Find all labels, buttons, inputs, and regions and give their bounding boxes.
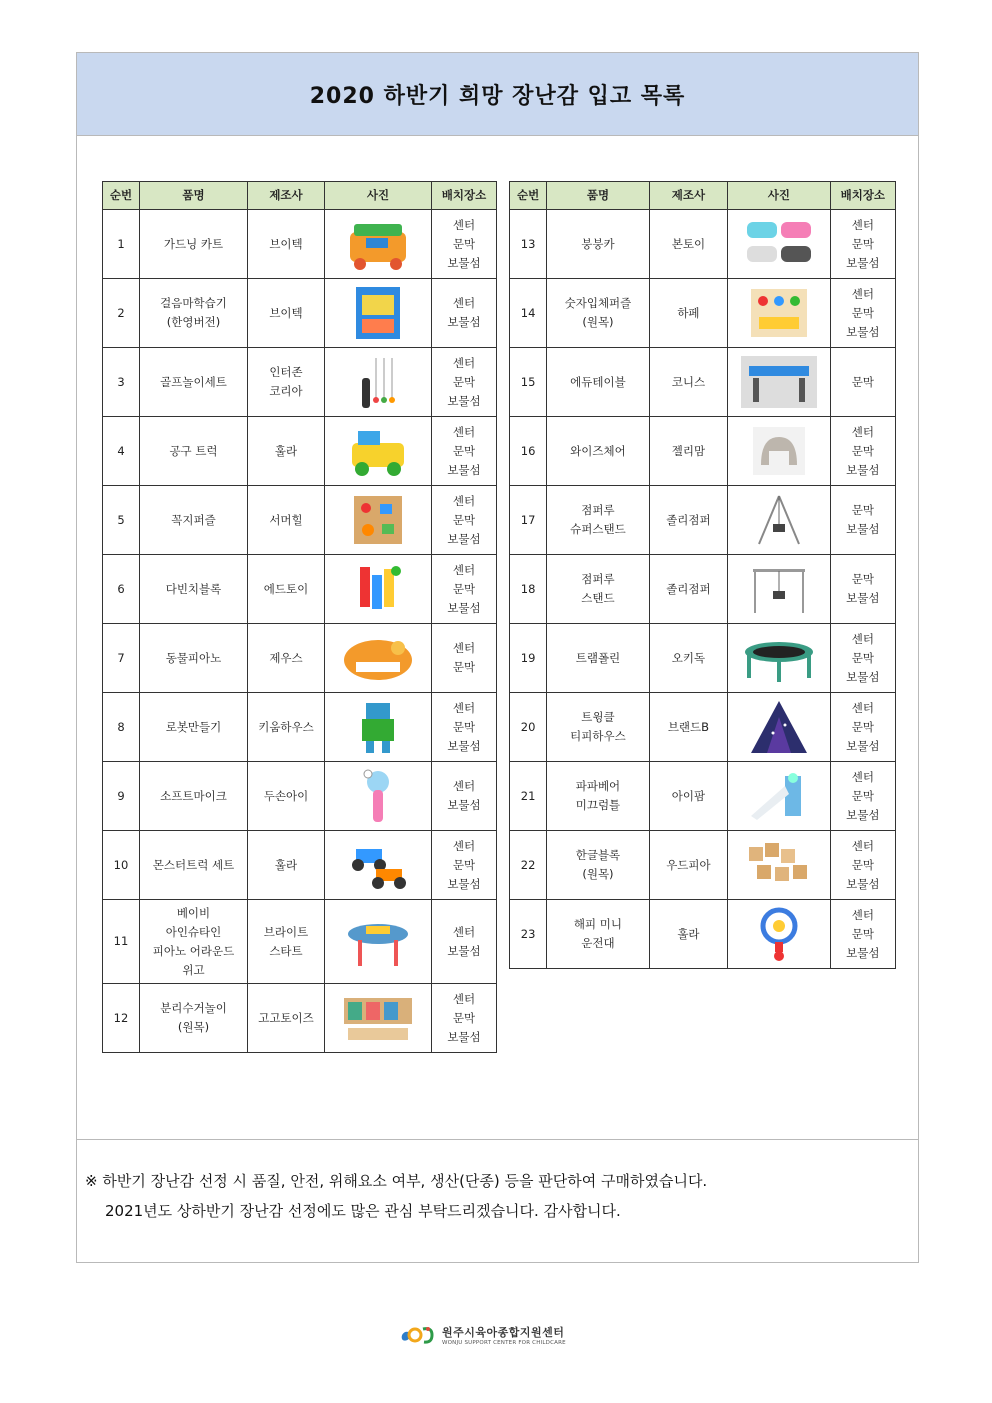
table-row (103, 486, 497, 555)
cell-no-text: 9 (117, 788, 125, 803)
cell-maker (649, 693, 727, 762)
ride-on-car-photo (737, 214, 821, 274)
header-no: 순번 (103, 182, 140, 210)
cell-place-text: 센터 문막 보물섬 (846, 838, 880, 891)
cell-no (510, 486, 547, 555)
cell-place (830, 417, 895, 486)
cell-photo (325, 831, 432, 900)
table-row (510, 210, 896, 279)
cell-maker (649, 486, 727, 555)
cell-maker-text: 브랜드B (667, 719, 710, 734)
cell-name (547, 486, 650, 555)
cell-name (140, 348, 248, 417)
cell-no-text: 2 (117, 305, 125, 320)
cell-place (432, 555, 497, 624)
cell-maker (649, 348, 727, 417)
cell-photo (728, 831, 831, 900)
cell-place (432, 486, 497, 555)
cell-place-text: 센터 문막 보물섬 (846, 424, 880, 477)
cell-name-text: 동물피아노 (165, 650, 222, 665)
soft-mic-photo (336, 766, 420, 826)
cell-place (432, 984, 497, 1053)
cell-maker (248, 984, 325, 1053)
cell-maker (248, 900, 325, 984)
recycling-set-photo (336, 988, 420, 1048)
page-title: 2020 하반기 희망 장난감 입고 목록 (309, 83, 686, 109)
table-row (510, 831, 896, 900)
cell-maker (649, 417, 727, 486)
cell-maker (649, 762, 727, 831)
cell-maker-text: 우드피아 (666, 857, 711, 872)
cell-no (103, 693, 140, 762)
cell-maker-text: 서머힐 (269, 512, 303, 527)
title-bar (77, 53, 918, 136)
table-header-row (510, 182, 896, 210)
cell-place-text: 센터 문막 보물섬 (447, 424, 481, 477)
number-puzzle-photo (737, 283, 821, 343)
cell-no-text: 22 (520, 857, 536, 872)
cell-name-text: 숫자입체퍼즐 (원목) (564, 296, 632, 329)
walker-photo (336, 283, 420, 343)
cell-name (140, 555, 248, 624)
cell-no-text: 10 (113, 857, 129, 872)
toy-table-left (102, 181, 497, 1053)
cell-no-text: 21 (520, 788, 536, 803)
cell-maker-text: 졸리점퍼 (666, 512, 711, 527)
cell-place-text: 센터 문막 보물섬 (846, 631, 880, 684)
cell-place-text: 센터 문막 보물섬 (447, 700, 481, 753)
cell-no (103, 486, 140, 555)
cell-maker (248, 831, 325, 900)
jumper-super-stand-photo (737, 490, 821, 550)
header-name: 품명 (547, 182, 650, 210)
hangul-block-photo (737, 835, 821, 895)
table-row (103, 900, 497, 984)
cell-place (830, 762, 895, 831)
table-row (510, 486, 896, 555)
cell-name (547, 555, 650, 624)
cell-maker-text: 졸리점퍼 (666, 581, 711, 596)
cell-no-text: 20 (520, 719, 536, 734)
cell-no (103, 210, 140, 279)
cell-place (830, 555, 895, 624)
cell-photo (325, 984, 432, 1053)
notice-line-1: ※ 하반기 장난감 선정 시 품질, 안전, 위해요소 여부, 생산(단종) 등을 판단하여 구매하였습니다. (85, 1172, 708, 1190)
cell-name-text: 꼭지퍼즐 (171, 512, 216, 527)
cell-no-text: 19 (520, 650, 536, 665)
cell-name-text: 공구 트럭 (169, 443, 218, 458)
cell-photo (728, 279, 831, 348)
cell-no (510, 624, 547, 693)
cell-place (432, 624, 497, 693)
table-row (103, 348, 497, 417)
cell-place (432, 348, 497, 417)
cell-name-text: 베이비 아인슈타인 피아노 어라운드 위고 (152, 905, 235, 977)
cell-place-text: 센터 문막 보물섬 (447, 355, 481, 408)
cell-photo (325, 417, 432, 486)
cell-place-text: 문막 (851, 374, 874, 389)
cell-place (830, 210, 895, 279)
cell-maker (649, 900, 727, 969)
cell-name (140, 486, 248, 555)
cell-no (510, 900, 547, 969)
cell-no (103, 624, 140, 693)
cell-no-text: 13 (520, 236, 536, 251)
cell-no (510, 417, 547, 486)
cell-maker-text: 아이팜 (671, 788, 706, 803)
cell-no-text: 17 (520, 512, 536, 527)
cell-place-text: 센터 문막 보물섬 (447, 562, 481, 615)
monster-truck-photo (336, 835, 420, 895)
header-name: 품명 (140, 182, 248, 210)
cell-maker (649, 555, 727, 624)
cell-no (510, 279, 547, 348)
cell-place (432, 693, 497, 762)
cell-maker-text: 브라이트 스타트 (263, 924, 309, 958)
table-row (103, 762, 497, 831)
cell-photo (728, 210, 831, 279)
cell-no-text: 5 (117, 512, 125, 527)
tool-truck-photo (336, 421, 420, 481)
cell-place (432, 831, 497, 900)
activity-table-photo (336, 912, 420, 972)
cell-place (432, 900, 497, 984)
table-row (510, 279, 896, 348)
steering-wheel-photo (737, 904, 821, 964)
org-name: 원주시육아종합지원센터 (442, 1326, 565, 1339)
header-photo: 사진 (325, 182, 432, 210)
cell-name-text: 소프트마이크 (160, 788, 227, 803)
cell-maker-text: 브이텍 (269, 305, 303, 320)
org-name-en: WONJU SUPPORT CENTER FOR CHILDCARE (442, 1340, 566, 1346)
cell-no (103, 279, 140, 348)
cell-no-text: 16 (520, 443, 536, 458)
table-row (103, 279, 497, 348)
cell-place (830, 831, 895, 900)
cell-name (140, 279, 248, 348)
cell-place (830, 693, 895, 762)
table-row (510, 417, 896, 486)
cell-no-text: 23 (520, 926, 536, 941)
cell-no (103, 348, 140, 417)
cell-place-text: 센터 문막 보물섬 (447, 493, 481, 546)
cell-photo (325, 624, 432, 693)
cell-place-text: 센터 보물섬 (447, 924, 481, 958)
cell-no (510, 348, 547, 417)
cell-no (510, 831, 547, 900)
cell-place (830, 279, 895, 348)
cell-maker (248, 279, 325, 348)
cell-maker-text: 브이텍 (269, 236, 303, 251)
table-row (103, 831, 497, 900)
cell-maker-text: 키움하우스 (258, 719, 314, 734)
cell-name (547, 348, 650, 417)
cell-no (510, 762, 547, 831)
cell-place (432, 417, 497, 486)
cell-no-text: 15 (520, 374, 536, 389)
cell-maker-text: 본토이 (671, 236, 706, 251)
cell-maker (649, 279, 727, 348)
cell-name (547, 831, 650, 900)
cell-maker (248, 417, 325, 486)
cell-no (510, 555, 547, 624)
header-place: 배치장소 (432, 182, 497, 210)
cell-maker (248, 555, 325, 624)
cell-name (547, 210, 650, 279)
cell-photo (325, 210, 432, 279)
cell-maker-text: 두손아이 (263, 788, 309, 803)
cell-no (103, 984, 140, 1053)
cell-no (510, 210, 547, 279)
cell-maker-text: 고고토이즈 (258, 1010, 314, 1025)
cell-maker-text: 훌라 (274, 443, 298, 458)
cell-no-text: 7 (117, 650, 125, 665)
cell-photo (728, 624, 831, 693)
cell-maker (248, 762, 325, 831)
wise-chair-photo (737, 421, 821, 481)
table-row (510, 555, 896, 624)
cell-photo (325, 279, 432, 348)
notice-text (85, 1166, 915, 1226)
cell-no-text: 8 (117, 719, 125, 734)
cell-no (103, 900, 140, 984)
document-frame (76, 52, 919, 1263)
cell-name (140, 417, 248, 486)
davinci-block-photo (336, 559, 420, 619)
cell-maker-text: 오키독 (671, 650, 706, 665)
cell-no-text: 6 (117, 581, 125, 596)
cell-maker-text: 에드토이 (263, 581, 309, 596)
header-maker: 제조사 (649, 182, 727, 210)
cell-name-text: 점퍼루 스탠드 (581, 572, 615, 605)
cell-name (140, 831, 248, 900)
cell-place-text: 센터 문막 보물섬 (846, 907, 880, 960)
cell-name (140, 762, 248, 831)
cell-photo (325, 900, 432, 984)
cell-no (103, 555, 140, 624)
cell-place (830, 624, 895, 693)
table-row (103, 624, 497, 693)
cell-name-text: 트램폴린 (575, 650, 621, 665)
cell-no-text: 11 (113, 934, 129, 948)
header-maker: 제조사 (248, 182, 325, 210)
center-logo-icon (398, 1323, 436, 1347)
cell-name (547, 417, 650, 486)
cell-no-text: 12 (113, 1010, 129, 1025)
cell-maker (649, 624, 727, 693)
table-row (510, 762, 896, 831)
cell-maker (248, 210, 325, 279)
cell-photo (728, 762, 831, 831)
cell-name (140, 900, 248, 984)
cell-name-text: 점퍼루 슈퍼스탠드 (570, 503, 626, 536)
cell-photo (325, 555, 432, 624)
notice-line-2: 2021년도 상하반기 장난감 선정에도 많은 관심 부탁드리겠습니다. 감사합니다. (105, 1202, 621, 1220)
header-photo: 사진 (728, 182, 831, 210)
cell-place-text: 문막 보물섬 (846, 572, 880, 605)
cell-photo (325, 762, 432, 831)
cell-name (140, 624, 248, 693)
cell-name (547, 762, 650, 831)
cell-place-text: 센터 문막 보물섬 (846, 700, 880, 753)
cell-name (547, 900, 650, 969)
cell-place-text: 센터 문막 보물섬 (846, 769, 880, 822)
cell-photo (325, 486, 432, 555)
cell-photo (325, 693, 432, 762)
cell-maker (649, 831, 727, 900)
cell-name-text: 분리수거놀이 (원목) (160, 1001, 227, 1034)
table-row (510, 348, 896, 417)
cell-no (103, 762, 140, 831)
cell-maker-text: 제우스 (269, 650, 303, 665)
cell-place-text: 센터 문막 보물섬 (846, 286, 880, 339)
cell-maker-text: 하페 (677, 305, 700, 320)
cell-no-text: 4 (117, 443, 125, 458)
table-row (103, 555, 497, 624)
table-header-row (103, 182, 497, 210)
cell-place-text: 센터 문막 보물섬 (846, 217, 880, 270)
cell-name-text: 로봇만들기 (165, 719, 222, 734)
cell-name (140, 210, 248, 279)
cell-no-text: 18 (520, 581, 536, 596)
footer-logo (398, 1323, 566, 1347)
cell-name-text: 해피 미니 운전대 (573, 917, 622, 950)
cell-place-text: 센터 보물섬 (447, 779, 481, 812)
divider (77, 1139, 918, 1140)
cell-name-text: 파파베어 미끄럼틀 (575, 779, 621, 812)
cell-name (547, 693, 650, 762)
cell-photo (728, 555, 831, 624)
cell-place-text: 센터 문막 (452, 641, 476, 674)
cell-maker-text: 젤리맘 (671, 443, 706, 458)
slide-photo (737, 766, 821, 826)
cell-name-text: 와이즈체어 (570, 443, 626, 458)
cell-name-text: 걸음마학습기 (한영버전) (160, 296, 227, 329)
table-row (103, 210, 497, 279)
robot-kit-photo (336, 697, 420, 757)
gardening-cart-photo (336, 214, 420, 274)
table-row (510, 693, 896, 762)
cell-photo (728, 900, 831, 969)
cell-maker (248, 348, 325, 417)
cell-place-text: 센터 보물섬 (447, 296, 481, 329)
table-row (103, 984, 497, 1053)
cell-no (510, 693, 547, 762)
cell-photo (728, 417, 831, 486)
cell-maker-text: 인터존 코리아 (269, 365, 303, 398)
cell-place-text: 문막 보물섬 (846, 503, 880, 536)
cell-name-text: 붕붕카 (581, 236, 615, 251)
cell-name (140, 984, 248, 1053)
cell-maker (649, 210, 727, 279)
cell-maker (248, 624, 325, 693)
table-row (103, 693, 497, 762)
cell-no (103, 417, 140, 486)
animal-piano-photo (336, 628, 420, 688)
cell-maker-text: 코니스 (671, 374, 706, 389)
cell-no-text: 3 (117, 374, 125, 389)
cell-name-text: 가드닝 카트 (163, 236, 224, 251)
cell-photo (728, 486, 831, 555)
knob-puzzle-photo (336, 490, 420, 550)
table-row (510, 900, 896, 969)
cell-name-text: 트윙클 티피하우스 (570, 710, 626, 743)
trampoline-photo (737, 628, 821, 688)
cell-name-text: 다빈치블록 (165, 581, 222, 596)
cell-name-text: 몬스터트럭 세트 (152, 857, 235, 872)
cell-name-text: 골프놀이세트 (160, 374, 227, 389)
cell-maker-text: 훌라 (274, 857, 298, 872)
table-row (510, 624, 896, 693)
jumper-stand-photo (737, 559, 821, 619)
cell-place-text: 센터 문막 보물섬 (447, 838, 481, 891)
table-row (103, 417, 497, 486)
cell-place (432, 762, 497, 831)
teepee-photo (737, 697, 821, 757)
golf-set-photo (336, 352, 420, 412)
cell-name (547, 279, 650, 348)
cell-place-text: 센터 문막 보물섬 (447, 217, 481, 270)
cell-place-text: 센터 문막 보물섬 (447, 991, 481, 1044)
cell-photo (728, 693, 831, 762)
cell-no (103, 831, 140, 900)
cell-place (830, 900, 895, 969)
header-place: 배치장소 (830, 182, 895, 210)
cell-maker (248, 693, 325, 762)
cell-name (140, 693, 248, 762)
edu-table-photo (737, 352, 821, 412)
cell-photo (325, 348, 432, 417)
cell-place (432, 279, 497, 348)
cell-photo (728, 348, 831, 417)
cell-name-text: 한글블록 (원목) (575, 848, 621, 881)
cell-no-text: 14 (520, 305, 536, 320)
cell-place (830, 348, 895, 417)
toy-table-right (509, 181, 896, 969)
cell-maker (248, 486, 325, 555)
cell-place (830, 486, 895, 555)
cell-name (547, 624, 650, 693)
header-no: 순번 (510, 182, 547, 210)
cell-place (432, 210, 497, 279)
cell-maker-text: 훌라 (677, 926, 700, 941)
cell-name-text: 에듀테이블 (570, 374, 626, 389)
cell-no-text: 1 (117, 236, 125, 251)
